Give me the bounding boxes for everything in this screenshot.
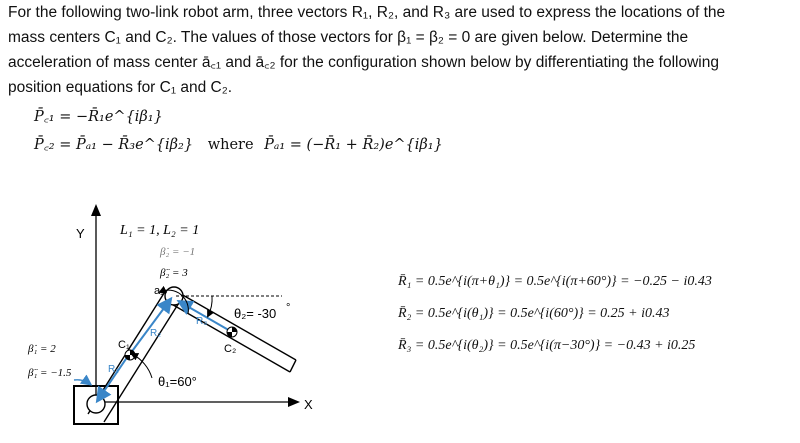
theta2-degree: °	[286, 302, 291, 314]
beta2-dot: β̇₂ = −1	[160, 246, 196, 258]
vector-r3-result: R̄₃ = 0.5e^{i(θ₂)} = 0.5e^{i(π−30°)} = −0.43 + i0.25	[398, 338, 696, 353]
theta1-label: θ₁=60°	[158, 374, 197, 389]
r3-label: R₃	[196, 316, 208, 327]
x-axis-label: X	[304, 397, 313, 412]
problem-line-3: acceleration of mass center ā꜀₁ and ā꜀₂ for the configuration shown below by differentiating the following	[8, 54, 719, 71]
vector-r1-result: R̄₁ = 0.5e^{i(π+θ₁)} = 0.5e^{i(π+60°)} = −0.25 − i0.43	[398, 274, 712, 289]
r2-label: R₂	[150, 328, 162, 339]
theta2-arc	[208, 296, 212, 316]
equation-pa1: P̄ₐ₁ = (−R̄₁ + R̄₂)e^{iβ₁}	[264, 137, 443, 153]
problem-line-1: For the following two-link robot arm, three vectors R₁, R₂, and R₃ are used to express the locations of the	[8, 4, 726, 21]
equation-pc1: P̄꜀₁ = −R̄₁e^{iβ₁}	[34, 109, 163, 125]
vector-r1	[98, 356, 128, 400]
theta1-arc	[132, 354, 152, 378]
y-axis-label: Y	[76, 226, 85, 241]
problem-line-2: mass centers C₁ and C₂. The values of those vectors for β₁ = β₂ = 0 are given below. Determine the	[8, 29, 689, 46]
equation-pc2-main: P̄꜀₂ = P̄ₐ₁ − R̄₃e^{iβ₂}	[34, 137, 194, 153]
beta1-dot: β̇₁ = 2	[28, 343, 56, 355]
c2-label: C₂	[224, 343, 237, 355]
equation-where: where	[207, 137, 254, 153]
link-lengths: L₁ = 1, L₂ = 1	[120, 223, 200, 238]
mass-center-c2	[227, 327, 237, 337]
vector-r2-result: R̄₂ = 0.5e^{i(θ₁)} = 0.5e^{i(60°)} = 0.25 + i0.43	[398, 306, 670, 321]
c1-label: C₁	[118, 339, 130, 351]
beta1-ddot: β̈₁ = −1.5	[28, 367, 72, 379]
y-axis-arrowhead	[91, 204, 101, 216]
r1-label: R₁	[108, 364, 119, 375]
x-axis-arrowhead	[288, 397, 300, 407]
problem-line-4: position equations for C₁ and C₂.	[8, 79, 233, 96]
beta1-arc	[74, 380, 90, 384]
theta2-label: θ₂= -30	[234, 306, 277, 321]
beta2-ddot: β̈₂ = 3	[160, 267, 188, 279]
joint-a1-label: a₁	[154, 285, 164, 297]
